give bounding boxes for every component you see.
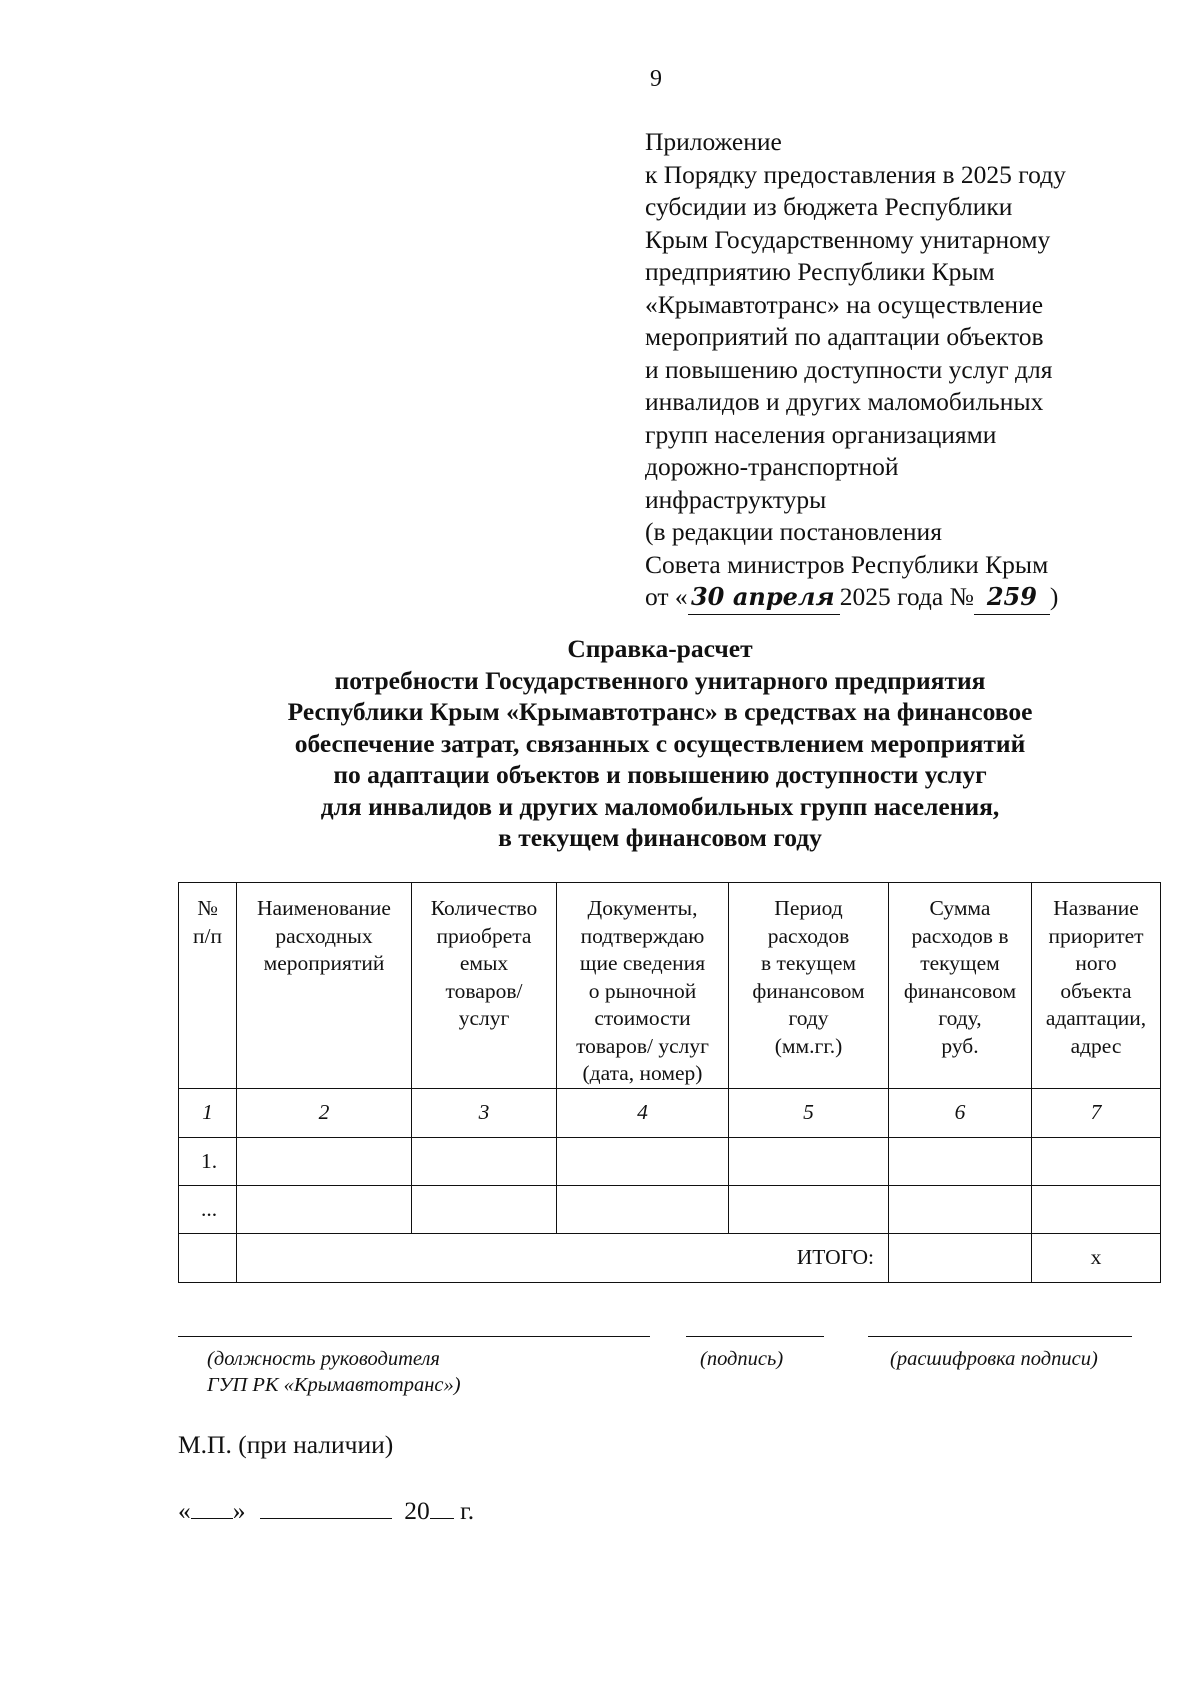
header-cell-quantity: Количество приобрета емых товаров/ услуг bbox=[412, 883, 557, 1089]
row-number: ... bbox=[179, 1185, 237, 1233]
table-cell bbox=[179, 1233, 237, 1282]
title-line: по адаптации объектов и повышению доступности услуг bbox=[333, 760, 987, 789]
appendix-line: Совета министров Республики Крым bbox=[645, 549, 1049, 579]
appendix-line: предприятию Республики Крым bbox=[645, 257, 995, 286]
row-number: 1. bbox=[179, 1137, 237, 1185]
position-line bbox=[178, 1336, 650, 1337]
date-template bbox=[178, 1496, 474, 1526]
appendix-block bbox=[645, 126, 1165, 615]
column-number: 2 bbox=[237, 1088, 412, 1137]
date-open-quote: « bbox=[178, 1496, 191, 1525]
decoding-line bbox=[868, 1336, 1132, 1337]
total-row bbox=[179, 1233, 1161, 1282]
total-label: ИТОГО: bbox=[237, 1233, 889, 1282]
handwritten-day: 30 bbox=[688, 581, 728, 615]
page-number: 9 bbox=[650, 66, 662, 92]
appendix-line: и повышению доступности услуг для bbox=[645, 354, 1053, 384]
signature-line bbox=[686, 1336, 824, 1337]
table-cell[interactable] bbox=[237, 1185, 412, 1233]
appendix-line: (в редакции постановления bbox=[645, 517, 942, 546]
table-row bbox=[179, 1137, 1161, 1185]
table-cell[interactable] bbox=[557, 1185, 729, 1233]
title-line: Республики Крым «Крымавтотранс» в средствах на финансовое bbox=[287, 697, 1033, 726]
table-cell[interactable] bbox=[1032, 1137, 1161, 1185]
column-numbers-row bbox=[179, 1088, 1161, 1137]
stamp-placeholder: М.П. (при наличии) bbox=[178, 1430, 394, 1459]
title-line: для инвалидов и других маломобильных групп населения, bbox=[320, 791, 1000, 821]
appendix-line: мероприятий по адаптации объектов bbox=[645, 322, 1044, 351]
table-cell[interactable] bbox=[889, 1185, 1032, 1233]
decoding-caption: (расшифровка подписи) bbox=[890, 1348, 1098, 1370]
title-line: потребности Государственного унитарного предприятия bbox=[334, 665, 986, 695]
appendix-line: к Порядку предоставления в 2025 году bbox=[645, 159, 1066, 189]
handwritten-number: 259 bbox=[974, 581, 1050, 615]
table-cell[interactable] bbox=[729, 1137, 889, 1185]
column-number: 4 bbox=[557, 1088, 729, 1137]
table-cell[interactable] bbox=[237, 1137, 412, 1185]
title-heading: Справка-расчет bbox=[567, 634, 753, 663]
date-middle: 2025 года № bbox=[839, 582, 974, 611]
year-blank[interactable] bbox=[430, 1496, 454, 1519]
title-line: в текущем финансовом году bbox=[498, 823, 822, 852]
signature-caption: (подпись) bbox=[700, 1348, 784, 1370]
document-title bbox=[160, 633, 1160, 854]
table-cell[interactable] bbox=[729, 1185, 889, 1233]
table-cell[interactable] bbox=[412, 1185, 557, 1233]
header-cell-sum: Сумма расходов в текущем финансовом году, руб. bbox=[889, 883, 1032, 1089]
appendix-line: инфраструктуры bbox=[645, 484, 827, 514]
handwritten-month: апреля bbox=[728, 581, 840, 615]
date-close-quote: » bbox=[232, 1496, 246, 1525]
appendix-line: Крым Государственному унитарному bbox=[645, 224, 1051, 254]
total-sum-cell[interactable] bbox=[889, 1233, 1032, 1282]
date-suffix: ) bbox=[1049, 582, 1059, 611]
table-row bbox=[179, 1185, 1161, 1233]
header-cell-period: Период расходов в текущем финансовом году (мм.гг.) bbox=[729, 883, 889, 1089]
appendix-line: групп населения организациями bbox=[645, 419, 997, 449]
total-object-cell: x bbox=[1032, 1233, 1161, 1282]
appendix-line: Приложение bbox=[645, 127, 782, 156]
year-prefix: 20 bbox=[404, 1496, 430, 1525]
header-cell-expense-name: Наименование расходных мероприятий bbox=[237, 883, 412, 1089]
header-cell-documents: Документы, подтверждаю щие сведения о рыночной стоимости товаров/ услуг (дата, номер) bbox=[557, 883, 729, 1089]
header-cell-number: № п/п bbox=[179, 883, 237, 1089]
table-cell[interactable] bbox=[412, 1137, 557, 1185]
date-prefix: от « bbox=[645, 582, 688, 611]
year-suffix: г. bbox=[460, 1496, 475, 1525]
column-number: 5 bbox=[729, 1088, 889, 1137]
column-number: 7 bbox=[1032, 1088, 1161, 1137]
column-number: 6 bbox=[889, 1088, 1032, 1137]
table-cell[interactable] bbox=[889, 1137, 1032, 1185]
day-blank[interactable] bbox=[191, 1496, 233, 1519]
appendix-line: «Крымавтотранс» на осуществление bbox=[645, 289, 1044, 319]
appendix-line: инвалидов и других маломобильных bbox=[645, 387, 1044, 416]
table-cell[interactable] bbox=[557, 1137, 729, 1185]
table-cell[interactable] bbox=[1032, 1185, 1161, 1233]
column-number: 1 bbox=[179, 1088, 237, 1137]
column-number: 3 bbox=[412, 1088, 557, 1137]
resolution-date-line bbox=[645, 581, 1165, 615]
appendix-line: субсидии из бюджета Республики bbox=[645, 192, 1013, 221]
calculation-table bbox=[178, 882, 1161, 1283]
appendix-line: дорожно-транспортной bbox=[645, 452, 899, 481]
table-header-row bbox=[179, 883, 1161, 1089]
title-line: обеспечение затрат, связанных с осуществлением мероприятий bbox=[294, 728, 1026, 758]
month-blank[interactable] bbox=[260, 1496, 392, 1519]
position-caption: (должность руководителя ГУП РК «Крымавтотранс») bbox=[207, 1348, 461, 1396]
header-cell-object: Название приоритет ного объекта адаптации, адрес bbox=[1032, 883, 1161, 1089]
